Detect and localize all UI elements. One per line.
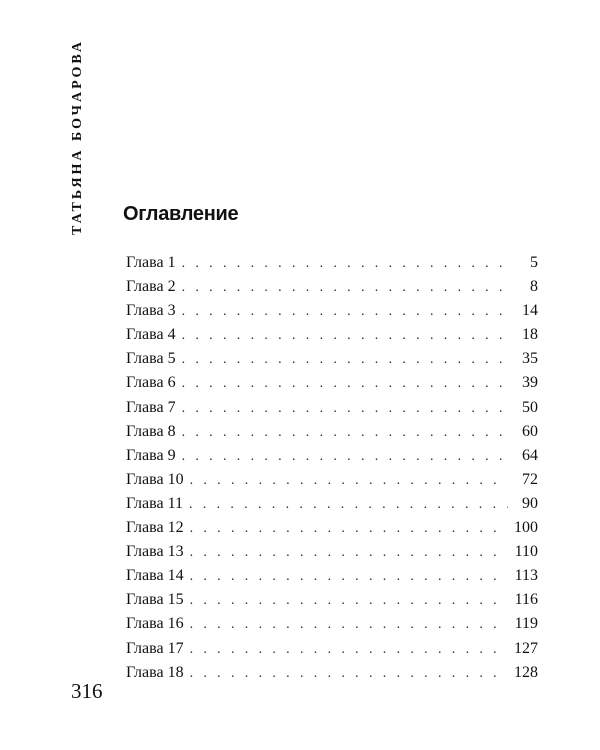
toc-entry-label: Глава 14 <box>126 567 184 585</box>
toc-entry <box>126 373 538 397</box>
toc-entry-label: Глава 11 <box>126 494 183 512</box>
toc-entry-page: 18 <box>522 326 538 344</box>
toc-entry-label: Глава 18 <box>126 663 184 681</box>
toc-entry-page: 72 <box>522 470 538 488</box>
dot-leader <box>182 399 508 419</box>
toc-entry <box>126 301 538 325</box>
toc-entry-label: Глава 10 <box>126 470 184 488</box>
dot-leader <box>190 543 508 563</box>
toc-entry-label: Глава 7 <box>126 398 176 416</box>
dot-leader <box>190 664 508 684</box>
toc-entry-label: Глава 12 <box>126 519 184 537</box>
toc-entry-label: Глава 13 <box>126 543 184 561</box>
dot-leader <box>190 471 508 491</box>
toc-entry-page: 113 <box>514 567 538 585</box>
page-number: 316 <box>71 679 103 703</box>
toc-entry <box>126 663 538 687</box>
toc-entry-label: Глава 4 <box>126 326 176 344</box>
dot-leader <box>182 302 508 322</box>
toc-entry-label: Глава 5 <box>126 350 176 368</box>
dot-leader <box>182 326 508 346</box>
toc-entry <box>126 639 538 663</box>
toc-entry <box>126 422 538 446</box>
dot-leader <box>189 495 508 515</box>
toc-entry <box>126 614 538 638</box>
toc-entry-label: Глава 6 <box>126 374 176 392</box>
dot-leader <box>190 567 508 587</box>
toc-entry-page: 8 <box>530 278 538 296</box>
toc-entry-page: 128 <box>514 663 538 681</box>
dot-leader <box>182 254 508 274</box>
toc-entry-label: Глава 3 <box>126 302 176 320</box>
toc-entry-page: 35 <box>522 350 538 368</box>
toc-entry-page: 39 <box>522 374 538 392</box>
table-of-contents <box>126 253 538 687</box>
toc-entry <box>126 566 538 590</box>
toc-entry-page: 100 <box>514 519 538 537</box>
dot-leader <box>190 615 508 635</box>
toc-entry <box>126 446 538 470</box>
toc-entry-page: 14 <box>522 302 538 320</box>
toc-entry-label: Глава 17 <box>126 639 184 657</box>
toc-entry <box>126 277 538 301</box>
toc-entry <box>126 494 538 518</box>
toc-entry <box>126 398 538 422</box>
running-head-text: ТАТЬЯНА БОЧАРОВА <box>70 39 85 235</box>
toc-entry <box>126 470 538 494</box>
toc-entry-page: 50 <box>522 398 538 416</box>
toc-entry-page: 110 <box>514 543 538 561</box>
toc-entry-page: 64 <box>522 446 538 464</box>
toc-entry-page: 119 <box>514 615 538 633</box>
dot-leader <box>190 519 508 539</box>
toc-entry-label: Глава 2 <box>126 278 176 296</box>
toc-title: Оглавление <box>123 203 239 225</box>
toc-entry-page: 5 <box>530 254 538 271</box>
toc-entry-label: Глава 9 <box>126 446 176 464</box>
dot-leader <box>182 278 508 298</box>
toc-entry-page: 127 <box>514 639 538 657</box>
toc-entry-page: 116 <box>514 591 538 609</box>
toc-entry <box>126 325 538 349</box>
toc-entry-page: 60 <box>522 422 538 440</box>
toc-entry <box>126 590 538 614</box>
toc-entry-label: Глава 1 <box>126 254 176 271</box>
toc-entry <box>126 542 538 566</box>
toc-entry-page: 90 <box>522 494 538 512</box>
toc-entry <box>126 518 538 542</box>
toc-entry-label: Глава 8 <box>126 422 176 440</box>
toc-entry-label: Глава 16 <box>126 615 184 633</box>
dot-leader <box>190 640 508 660</box>
dot-leader <box>182 447 508 467</box>
dot-leader <box>182 374 508 394</box>
toc-entry-label: Глава 15 <box>126 591 184 609</box>
running-head <box>71 32 85 242</box>
dot-leader <box>182 423 508 443</box>
dot-leader <box>190 591 508 611</box>
dot-leader <box>182 350 508 370</box>
toc-entry <box>126 253 538 277</box>
toc-entry <box>126 349 538 373</box>
